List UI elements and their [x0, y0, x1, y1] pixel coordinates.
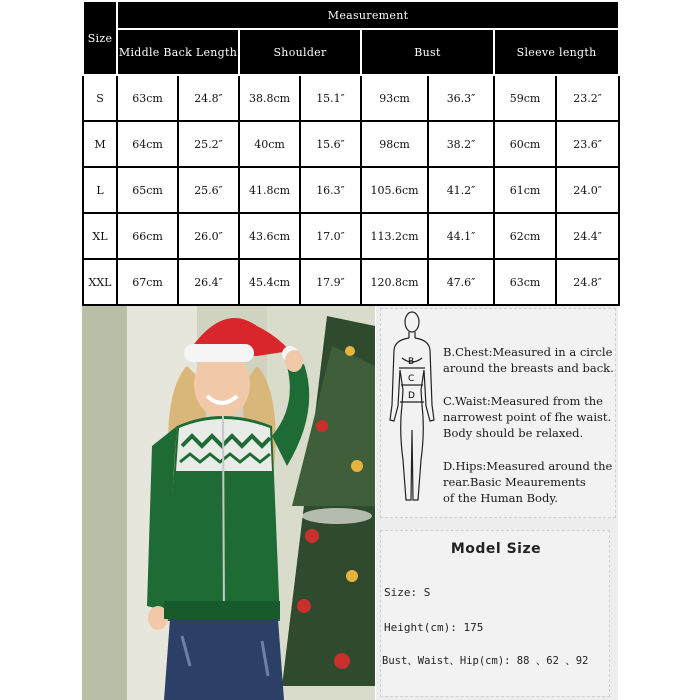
body-outline-diagram — [385, 310, 440, 510]
model-size-value: Size: S — [384, 586, 431, 599]
diagram-label-b: B — [408, 357, 415, 367]
table-cell: 105.6cm — [361, 167, 428, 213]
table-cell: 24.4″ — [556, 213, 619, 259]
table-cell: 38.2″ — [428, 121, 494, 167]
column-header-sleeve-length: Sleeve length — [494, 29, 619, 75]
table-row — [83, 167, 619, 213]
waist-note — [443, 393, 611, 441]
model-measurements-value: Bust、Waist、Hip(cm): 88 、62 、92 — [382, 655, 589, 667]
table-cell: 15.6″ — [300, 121, 361, 167]
size-cell: XL — [83, 213, 117, 259]
table-cell: 62cm — [494, 213, 556, 259]
table-cell: 24.8″ — [556, 259, 619, 305]
table-cell: 45.4cm — [239, 259, 300, 305]
table-cell: 98cm — [361, 121, 428, 167]
table-cell: 66cm — [117, 213, 178, 259]
column-header-bust: Bust — [361, 29, 494, 75]
column-header-shoulder: Shoulder — [239, 29, 361, 75]
size-cell: S — [83, 75, 117, 121]
table-cell: 17.9″ — [300, 259, 361, 305]
table-cell: 16.3″ — [300, 167, 361, 213]
hips-note — [443, 458, 612, 506]
waist-note-line-3: Body should be relaxed. — [443, 426, 584, 440]
table-cell: 41.8cm — [239, 167, 300, 213]
size-chart-table — [82, 0, 620, 306]
table-cell: 23.6″ — [556, 121, 619, 167]
table-cell: 93cm — [361, 75, 428, 121]
table-cell: 24.8″ — [178, 75, 239, 121]
table-cell: 17.0″ — [300, 213, 361, 259]
table-cell: 43.6cm — [239, 213, 300, 259]
table-cell: 38.8cm — [239, 75, 300, 121]
model-height-value: Height(cm): 175 — [384, 621, 484, 634]
table-cell: 60cm — [494, 121, 556, 167]
table-cell: 25.6″ — [178, 167, 239, 213]
table-cell: 65cm — [117, 167, 178, 213]
table-cell: 113.2cm — [361, 213, 428, 259]
chest-note-line-2: around the breasts and back. — [443, 361, 614, 375]
table-row — [83, 121, 619, 167]
size-cell: XXL — [83, 259, 117, 305]
chest-note-line-1: B.Chest:Measured in a circle — [443, 345, 613, 359]
size-header: Size — [83, 1, 117, 75]
size-cell: M — [83, 121, 117, 167]
measurement-header: Measurement — [117, 1, 619, 29]
table-cell: 15.1″ — [300, 75, 361, 121]
hips-note-line-2: rear.Basic Meaurements — [443, 475, 586, 489]
model-photo — [82, 306, 375, 700]
model-photo-illustration — [82, 306, 375, 700]
hips-note-line-3: of the Human Body. — [443, 491, 558, 505]
table-cell: 36.3″ — [428, 75, 494, 121]
table-cell: 40cm — [239, 121, 300, 167]
diagram-label-d: D — [408, 391, 415, 401]
table-cell: 25.2″ — [178, 121, 239, 167]
waist-note-line-1: C.Waist:Measured from the — [443, 394, 603, 408]
table-cell: 64cm — [117, 121, 178, 167]
table-cell: 67cm — [117, 259, 178, 305]
table-cell: 61cm — [494, 167, 556, 213]
table-cell: 120.8cm — [361, 259, 428, 305]
table-cell: 23.2″ — [556, 75, 619, 121]
chest-note — [443, 344, 614, 376]
table-cell: 59cm — [494, 75, 556, 121]
waist-note-line-2: narrowest point of fhe waist. — [443, 410, 612, 424]
hips-note-line-1: D.Hips:Measured around the — [443, 459, 613, 473]
table-cell: 41.2″ — [428, 167, 494, 213]
column-header-middle-back-length: Middle Back Length — [117, 29, 239, 75]
table-row — [83, 259, 619, 305]
model-size-title: Model Size — [450, 541, 542, 557]
table-cell: 44.1″ — [428, 213, 494, 259]
diagram-label-c: C — [408, 374, 415, 384]
table-cell: 24.0″ — [556, 167, 619, 213]
table-cell: 63cm — [494, 259, 556, 305]
table-cell: 26.4″ — [178, 259, 239, 305]
table-cell: 63cm — [117, 75, 178, 121]
table-row — [83, 75, 619, 121]
table-row — [83, 213, 619, 259]
size-cell: L — [83, 167, 117, 213]
table-cell: 47.6″ — [428, 259, 494, 305]
table-cell: 26.0″ — [178, 213, 239, 259]
